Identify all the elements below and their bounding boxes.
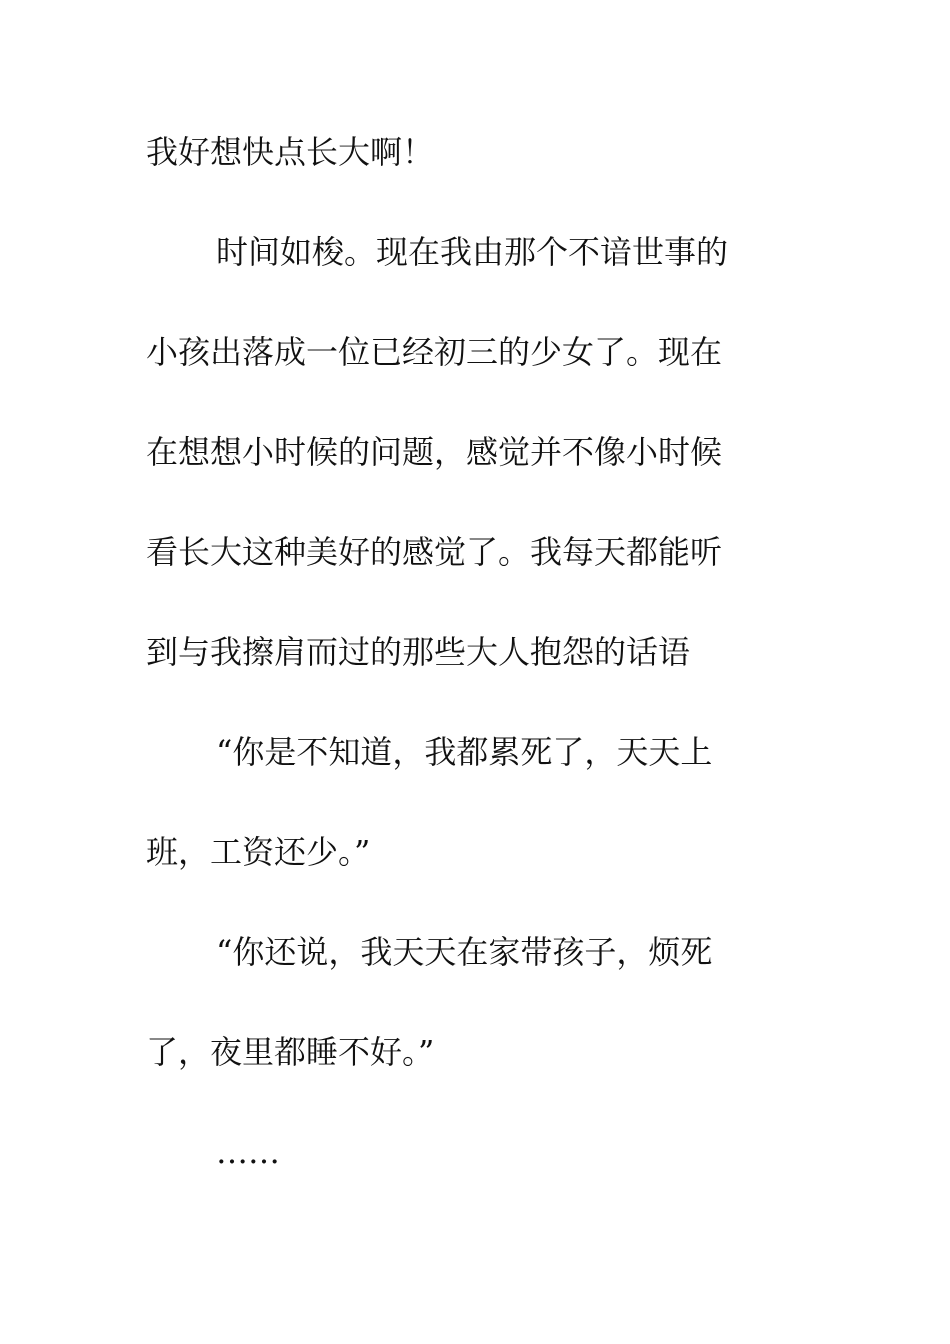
ellipsis-line: …… <box>216 1133 280 1171</box>
text-line: 在想想小时候的问题，感觉并不像小时候 <box>146 433 723 471</box>
quote-first-line: “你还说，我天天在家带孩子，烦死 <box>216 933 713 971</box>
text-line: 我好想快点长大啊！ <box>146 133 435 171</box>
text-line: 小孩出落成一位已经初三的少女了。现在 <box>146 333 723 371</box>
paragraph-first-line: 时间如梭。现在我由那个不谙世事的 <box>216 233 729 271</box>
quote-line: 班，工资还少。” <box>146 833 371 871</box>
text-line: 到与我擦肩而过的那些大人抱怨的话语 <box>146 633 691 671</box>
quote-line: 了，夜里都睡不好。” <box>146 1033 435 1071</box>
quote-first-line: “你是不知道，我都累死了，天天上 <box>216 733 713 771</box>
text-line: 看长大这种美好的感觉了。我每天都能听 <box>146 533 723 571</box>
